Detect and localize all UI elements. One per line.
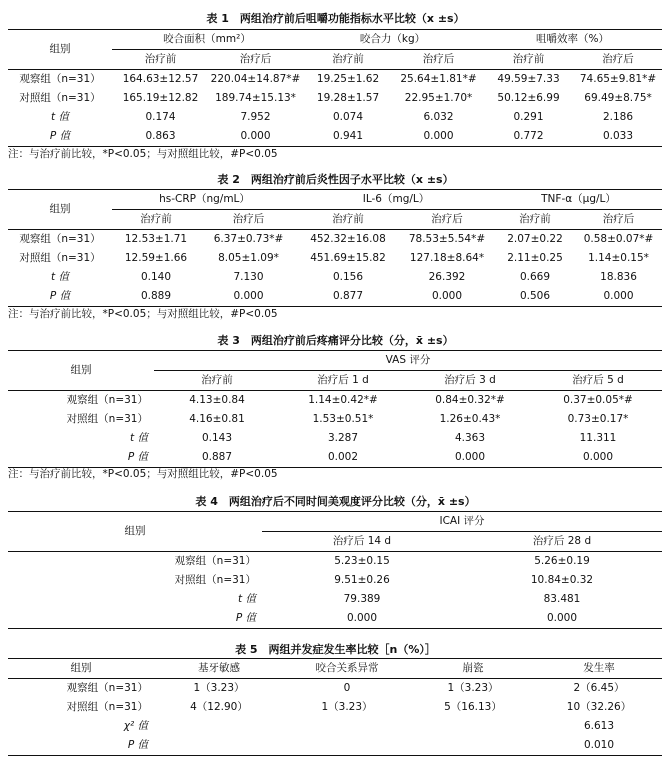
table-row (8, 268, 662, 287)
row-label: P 值 (49, 130, 71, 142)
table-cell: 0.84±0.32*# (435, 394, 505, 406)
table-row (8, 429, 662, 448)
table4-caption: 表 4 两组治疗后不同时间美观度评分比较（分，x̄ ±s） (195, 495, 476, 508)
table-row (8, 736, 662, 756)
table1-note: 注：与治疗前比较，*P<0.05；与对照组比较，#P<0.05 (8, 148, 278, 160)
table-cell: 4.16±0.81 (189, 413, 245, 425)
table3-col-header: 治疗后 1 d (280, 371, 406, 391)
table-cell: 0.140 (140, 271, 172, 283)
table-cell: 12.59±1.66 (124, 252, 188, 264)
table-cell: 0.669 (519, 271, 551, 283)
table1 (8, 29, 662, 147)
row-label: 对照组（n=31） (174, 574, 256, 586)
table-cell: 26.392 (428, 271, 466, 283)
row-label: 观察组（n=31） (19, 73, 101, 85)
table1-after: 治疗后 (574, 50, 662, 70)
table5-col-header: 发生率 (536, 659, 662, 679)
table2-after: 治疗后 (399, 210, 495, 230)
table-cell: 11.311 (579, 432, 617, 444)
table-cell: 2.186 (602, 111, 634, 123)
table1-after: 治疗后 (394, 50, 483, 70)
table-cell: 83.481 (543, 593, 581, 605)
table2-metric-1: IL-6（mg/L） (297, 190, 495, 210)
table-cell: 0.000 (546, 612, 578, 624)
table-cell: 164.63±12.57 (122, 73, 199, 85)
table-cell: 0.889 (140, 290, 172, 302)
table-cell: 0.772 (513, 130, 544, 142)
table-cell: 1.53±0.51* (312, 413, 374, 425)
table-row (8, 717, 662, 736)
table-cell (410, 736, 536, 756)
row-label: P 值 (127, 451, 148, 463)
table5-col-header: 基牙敏感 (154, 659, 284, 679)
table-row (8, 679, 662, 699)
table-cell: 127.18±8.64* (409, 252, 485, 264)
row-label: 对照组（n=31） (66, 701, 148, 713)
row-label: 观察组（n=31） (66, 394, 148, 406)
table2-before: 治疗前 (495, 210, 575, 230)
table5-col-header: 咬合关系异常 (284, 659, 410, 679)
table-row (8, 609, 662, 629)
table3-caption: 表 3 两组治疗前后疼痛评分比较（分，x̄ ±s） (217, 334, 454, 347)
table-row (8, 70, 662, 90)
table-cell: 18.836 (600, 271, 637, 283)
table-cell: 452.32±16.08 (310, 233, 386, 245)
table-cell: 0.000 (423, 130, 454, 142)
table-cell (284, 717, 410, 736)
row-label: 观察组（n=31） (66, 682, 148, 694)
table4-icai-header: ICAI 评分 (262, 512, 662, 532)
table3 (8, 350, 662, 468)
table-cell: 0.941 (332, 130, 364, 142)
table2-metric-0: hs-CRP（ng/mL） (112, 190, 297, 210)
table-cell: 2.11±0.25 (507, 252, 563, 264)
table-cell: 0.000 (233, 290, 264, 302)
row-label: P 值 (235, 612, 256, 624)
table-cell: 0.000 (240, 130, 271, 142)
table1-metric-1: 咬合力（kg） (302, 30, 483, 50)
table-cell: 1（3.23） (321, 701, 373, 713)
table-cell: 4.363 (454, 432, 486, 444)
table-cell: 7.952 (240, 111, 271, 123)
table-cell: 0.58±0.07*# (583, 233, 654, 245)
table1-group-header: 组别 (8, 30, 112, 70)
row-label: χ² 值 (123, 720, 148, 732)
row-label: P 值 (127, 739, 148, 751)
table1-before: 治疗前 (112, 50, 209, 70)
table-cell: 4.13±0.84 (189, 394, 245, 406)
table-row (8, 552, 662, 572)
table-cell: 69.49±8.75* (584, 92, 652, 104)
table-cell: 10.84±0.32 (530, 574, 594, 586)
table4-group-header: 组别 (8, 512, 262, 552)
table-cell: 0.000 (603, 290, 634, 302)
table5 (8, 658, 662, 756)
table4-col-header: 治疗后 14 d (262, 532, 462, 552)
table-row (8, 89, 662, 108)
table-cell: 1.14±0.15* (588, 252, 649, 264)
table-cell: 12.53±1.71 (124, 233, 188, 245)
table-cell: 0.887 (201, 451, 233, 463)
table-cell: 0.143 (201, 432, 233, 444)
table-row (8, 590, 662, 609)
table-cell: 8.05±1.09* (218, 252, 279, 264)
table-cell: 0.37±0.05*# (563, 394, 633, 406)
table2-group-header: 组别 (8, 190, 112, 230)
table-cell: 4（12.90） (190, 701, 248, 713)
table-cell: 0.291 (513, 111, 544, 123)
row-label: t 值 (130, 432, 148, 444)
table5-col-header: 组别 (8, 659, 154, 679)
table2-before: 治疗前 (297, 210, 399, 230)
table-cell: 0.877 (332, 290, 364, 302)
table-cell: 49.59±7.33 (497, 73, 560, 85)
table2-after: 治疗后 (575, 210, 662, 230)
table2-before: 治疗前 (112, 210, 200, 230)
table-cell: 79.389 (343, 593, 381, 605)
table-cell: 1.14±0.42*# (308, 394, 378, 406)
table-cell: 1（3.23） (193, 682, 245, 694)
table-cell: 5（16.13） (444, 701, 502, 713)
table-cell: 0.000 (454, 451, 486, 463)
table5-col-header: 崩瓷 (410, 659, 536, 679)
table-row (8, 287, 662, 307)
table-cell: 78.53±5.54*# (408, 233, 486, 245)
table3-vas-header: VAS 评分 (154, 351, 662, 371)
table-cell: 0.506 (519, 290, 551, 302)
row-label: 观察组（n=31） (19, 233, 101, 245)
row-label: 对照组（n=31） (19, 92, 101, 104)
table3-col-header: 治疗后 5 d (534, 371, 662, 391)
table-row (8, 127, 662, 147)
table-row (8, 230, 662, 250)
table-cell: 9.51±0.26 (334, 574, 390, 586)
table-cell (154, 717, 284, 736)
table1-caption: 表 1 两组治疗前后咀嚼功能指标水平比较（x ±s） (206, 12, 465, 25)
table5-caption: 表 5 两组并发症发生率比较［n（%）］ (235, 643, 436, 656)
table-cell: 0.000 (431, 290, 463, 302)
table-row (8, 571, 662, 590)
table-row (8, 410, 662, 429)
table3-col-header: 治疗前 (154, 371, 280, 391)
table2 (8, 189, 662, 307)
table-cell: 165.19±12.82 (122, 92, 199, 104)
row-label: 观察组（n=31） (174, 555, 256, 567)
table-cell (154, 736, 284, 756)
table3-group-header: 组别 (8, 351, 154, 391)
table-cell: 19.28±1.57 (316, 92, 380, 104)
row-label: P 值 (49, 290, 71, 302)
table-cell: 451.69±15.82 (310, 252, 386, 264)
table-cell: 0.863 (145, 130, 176, 142)
table-cell: 3.287 (327, 432, 359, 444)
table-row (8, 249, 662, 268)
table1-before: 治疗前 (302, 50, 394, 70)
row-label: t 值 (51, 111, 69, 123)
table-cell: 7.130 (233, 271, 264, 283)
table-cell: 5.26±0.19 (534, 555, 590, 567)
table-cell: 220.04±14.87*# (210, 73, 301, 85)
table-cell: 1.26±0.43* (439, 413, 501, 425)
row-label: 对照组（n=31） (66, 413, 148, 425)
table-cell: 0.174 (145, 111, 176, 123)
row-label: t 值 (51, 271, 69, 283)
table-row (8, 448, 662, 468)
table-row (8, 391, 662, 411)
table3-col-header: 治疗后 3 d (406, 371, 534, 391)
table-cell: 6.032 (423, 111, 454, 123)
table-cell: 0.002 (327, 451, 359, 463)
table-cell: 0.000 (346, 612, 378, 624)
table4 (8, 511, 662, 629)
table-cell (284, 736, 410, 756)
table-cell: 0.074 (332, 111, 364, 123)
table-cell: 1（3.23） (447, 682, 499, 694)
table-cell: 6.613 (583, 720, 615, 732)
table-cell: 50.12±6.99 (497, 92, 560, 104)
table-cell: 25.64±1.81*# (400, 73, 477, 85)
table2-note: 注：与治疗前比较，*P<0.05；与对照组比较，#P<0.05 (8, 308, 278, 320)
table-cell: 0.010 (583, 739, 615, 751)
table-cell: 2.07±0.22 (507, 233, 563, 245)
table-cell: 10（32.26） (566, 701, 632, 713)
table1-metric-2: 咀嚼效率（%） (483, 30, 662, 50)
table-cell: 6.37±0.73*# (213, 233, 284, 245)
table2-after: 治疗后 (200, 210, 297, 230)
row-label: 对照组（n=31） (19, 252, 101, 264)
table1-metric-0: 咬合面积（mm²） (112, 30, 302, 50)
table3-note: 注：与治疗前比较，*P<0.05；与对照组比较，#P<0.05 (8, 468, 278, 480)
table-cell: 74.65±9.81*# (579, 73, 657, 85)
row-label: t 值 (238, 593, 256, 605)
table-row (8, 698, 662, 717)
table-row (8, 108, 662, 127)
table-cell: 0.033 (602, 130, 634, 142)
table1-after: 治疗后 (209, 50, 302, 70)
table-cell: 0.000 (582, 451, 614, 463)
table-cell: 189.74±15.13* (215, 92, 296, 104)
table-cell (410, 717, 536, 736)
table-cell: 0.73±0.17* (567, 413, 629, 425)
table2-caption: 表 2 两组治疗前后炎性因子水平比较（x ±s） (217, 173, 454, 186)
table1-before: 治疗前 (483, 50, 574, 70)
table-cell: 2（6.45） (573, 682, 625, 694)
table-cell: 0.156 (332, 271, 364, 283)
table4-col-header: 治疗后 28 d (462, 532, 662, 552)
table-cell: 0 (343, 682, 351, 694)
table-cell: 5.23±0.15 (334, 555, 390, 567)
table-cell: 19.25±1.62 (316, 73, 380, 85)
table2-metric-2: TNF-α（μg/L） (495, 190, 662, 210)
table-cell: 22.95±1.70* (404, 92, 473, 104)
